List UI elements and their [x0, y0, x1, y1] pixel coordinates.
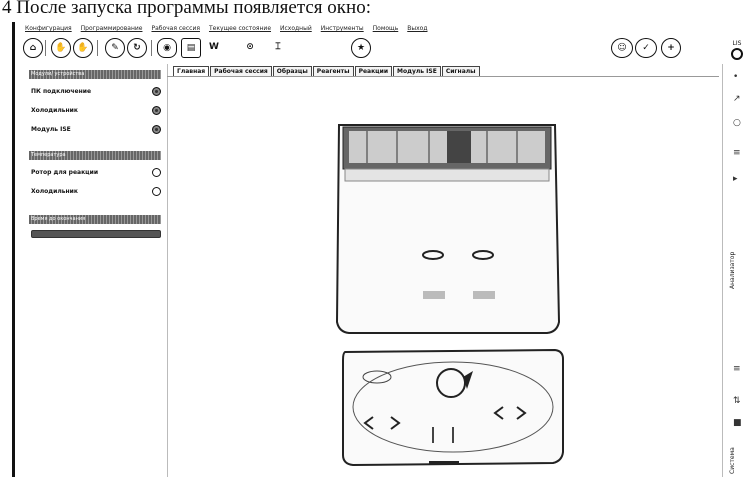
status-item: [31, 101, 161, 120]
menu-tools[interactable]: Инструменты: [320, 25, 364, 32]
star-icon[interactable]: ★: [351, 38, 371, 58]
arrow-icon[interactable]: ↗: [733, 94, 741, 104]
toolbar-separator: [45, 40, 46, 56]
main-content-area: [167, 76, 719, 477]
lis-status-icon: [731, 48, 743, 60]
home-icon[interactable]: ⌂: [23, 38, 43, 58]
status-on-icon: [152, 106, 161, 115]
tab-signals[interactable]: Сигналы: [442, 66, 480, 76]
analyzer-diagram: [167, 77, 719, 477]
menu-config[interactable]: Конфигурация: [25, 25, 72, 32]
tab-work-session[interactable]: Рабочая сессия: [210, 66, 272, 76]
section-title-time: Время до окончания: [29, 215, 161, 224]
tab-bar: [173, 66, 481, 76]
analyzer-front-view[interactable]: [343, 350, 563, 465]
user-icon[interactable]: ☺: [611, 38, 633, 58]
status-on-icon: [152, 125, 161, 134]
tab-samples[interactable]: Образцы: [273, 66, 312, 76]
hand-icon[interactable]: ✋: [73, 38, 93, 58]
status-item: [31, 120, 161, 139]
lis-indicator[interactable]: [731, 40, 743, 60]
tab-main[interactable]: Главная: [173, 66, 209, 76]
status-item-label: Холодильник: [31, 188, 78, 195]
status-item: [31, 182, 161, 201]
tab-reactions[interactable]: Реакции: [355, 66, 392, 76]
toolbar: [21, 38, 749, 62]
toolbar-separator: [97, 40, 98, 56]
status-off-icon: [152, 168, 161, 177]
status-on-icon: [152, 87, 161, 96]
tab-reagents[interactable]: Реагенты: [313, 66, 354, 76]
bar-icon[interactable]: ≡: [733, 148, 741, 158]
right-toolbar: [722, 64, 749, 477]
square-icon[interactable]: ■: [733, 418, 742, 428]
toolbar-separator: [151, 40, 152, 56]
user-check-icon[interactable]: ✓: [635, 38, 657, 58]
bar-icon[interactable]: ≡: [733, 364, 741, 374]
system-label[interactable]: Система: [729, 447, 736, 474]
wave-icon[interactable]: W: [205, 38, 223, 56]
hand-icon[interactable]: ✋: [51, 38, 71, 58]
analyzer-label[interactable]: Анализатор: [729, 251, 736, 289]
menu-help[interactable]: Помощь: [372, 25, 399, 32]
time-progress-bar: [31, 230, 161, 238]
eye-icon[interactable]: ◉: [157, 38, 177, 58]
target-icon[interactable]: ⊙: [241, 38, 259, 56]
caption: 4 После запуска программы появляется окно:: [2, 0, 371, 18]
dot-icon[interactable]: •: [733, 72, 739, 82]
status-item-label: Ротор для реакции: [31, 169, 99, 176]
arrows-icon[interactable]: ⇅: [733, 396, 741, 406]
document-icon[interactable]: ▤: [181, 38, 201, 58]
menu-exit[interactable]: Выход: [407, 25, 428, 32]
circle-icon[interactable]: ○: [733, 118, 741, 128]
menu-programming[interactable]: Программирование: [80, 25, 143, 32]
menu-bar: [25, 25, 427, 32]
menu-current-state[interactable]: Текущее состояние: [208, 25, 272, 32]
menu-work-session[interactable]: Рабочая сессия: [151, 25, 200, 32]
status-sidebar: [21, 64, 168, 477]
plus-icon[interactable]: +: [661, 38, 681, 58]
section-title-temperature: Температура: [29, 151, 161, 160]
status-item: [31, 82, 161, 101]
triangle-icon[interactable]: ▸: [733, 174, 738, 184]
refresh-icon[interactable]: ↻: [127, 38, 147, 58]
status-item-label: Модуль ISE: [31, 126, 71, 133]
menu-initial[interactable]: Исходный: [280, 25, 312, 32]
analyzer-top-view[interactable]: [337, 125, 559, 333]
bracket-icon[interactable]: ⌶: [269, 38, 287, 56]
status-off-icon: [152, 187, 161, 196]
status-item-label: Холодильник: [31, 107, 78, 114]
status-item-label: ПК подключение: [31, 88, 92, 95]
edit-icon[interactable]: ✎: [105, 38, 125, 58]
tab-ise-module[interactable]: Модуль ISE: [393, 66, 441, 76]
status-item: [31, 163, 161, 182]
lis-label: LIS: [732, 40, 742, 47]
section-title-modules: Модули/ устройства: [29, 70, 161, 79]
application-window: [12, 22, 749, 477]
